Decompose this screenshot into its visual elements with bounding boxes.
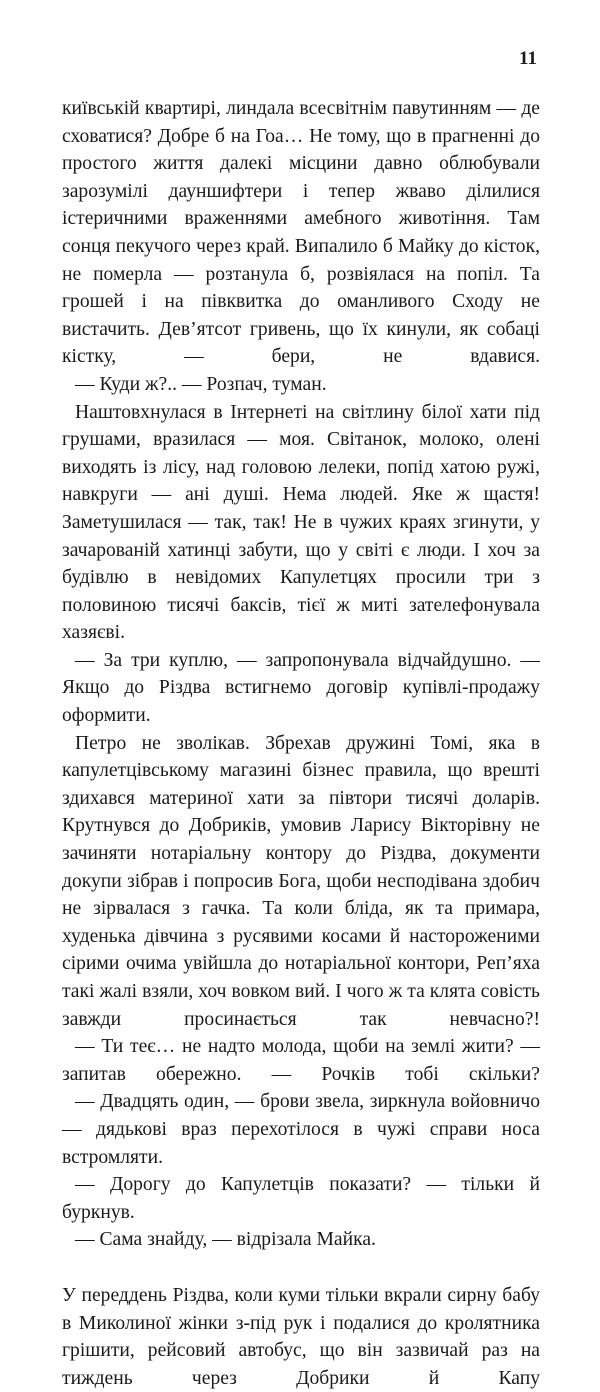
paragraph: — Дорогу до Капулетців показати? — тільки й буркнув. [62, 1174, 540, 1223]
paragraph: — Ти теє… не надто молода, щоби на землі жити? — запитав обережно. — Рочків тобі скільки? [62, 1036, 540, 1085]
paragraph: Петро не зволікав. Збрехав дружині Томі, яка в капулетцівському магазині бізнес правила, що врешті здихався материної хати за півтори тисячі доларів. Крутнувся до Добриків, умовив Ларису Вікторівну не зачиняти нотаріальну контору до Різдва, документи докупи зібрав і попросив Бога, щоби несподівана здобич не зірвалася з гачка. Та коли бліда, як та примара, худенька дівчина з русявими косами й настороженими сірими очима увійшла до нотаріальної контори, Реп’яха такі жалі взяли, хоч вовком вий. І чого ж та клята совість завжди просинається так невчасно?! [62, 732, 540, 1030]
paragraph: — Куди ж?.. — Розпач, туман. [75, 373, 327, 395]
paragraph: — За три куплю, — запропонувала відчайдушно. — Якщо до Різдва встигнемо договір купівлі-продажу оформити. [62, 649, 540, 727]
paragraph: Наштовхнулася в Інтернеті на світлину білої хати під грушами, вразилася — моя. Світанок, молоко, олені виходять із лісу, над головою лелеки, попід хатою ружі, навкруги — ані душі. Нема людей. Яке ж щастя! Заметушилася — так, так! Не в чужих краях згинути, у зачарованій хатинці забути, що у світі є люди. І хоч за будівлю в невідомих Капулетцях просили три з половиною тисячі баксів, тієї ж миті зателефонувала хазяєві. [62, 401, 540, 644]
paragraph: — Сама знайду, — відрізала Майка. [75, 1229, 376, 1251]
paragraph: У переддень Різдва, коли куми тільки вкрали сирну бабу в Миколиної жінки з-під рук і подалися до кролятника грішити, рейсовий автобус, що він зазвичай раз на тиждень через Добрики й Капу [62, 1284, 540, 1389]
paragraph: — Двадцять один, — брови звела, зиркнула войовничо — дядькові враз перехотілося в чужі справи носа встромляти. [62, 1091, 540, 1168]
page-number: 11 [519, 48, 537, 69]
paragraph: київській квартирі, линдала всесвітнім павутинням — де сховатися? Добре б на Гоа… Не тому, що в прагненні до простого життя далекі місцини давно облюбували зарозумілі дауншифтери і тепер жваво ділилися істеричними враженнями амебного животіння. Там сонця пекучого через край. Випалило б Майку до кісток, не померла — розтанула б, розвіялася на попіл. Та грошей і на півквитка до оманливого Сходу не вистачить. Дев’ятсот гривень, що їх кинули, як собаці кістку, — бери, не вдавися. [62, 98, 540, 368]
body-text [62, 95, 540, 1392]
